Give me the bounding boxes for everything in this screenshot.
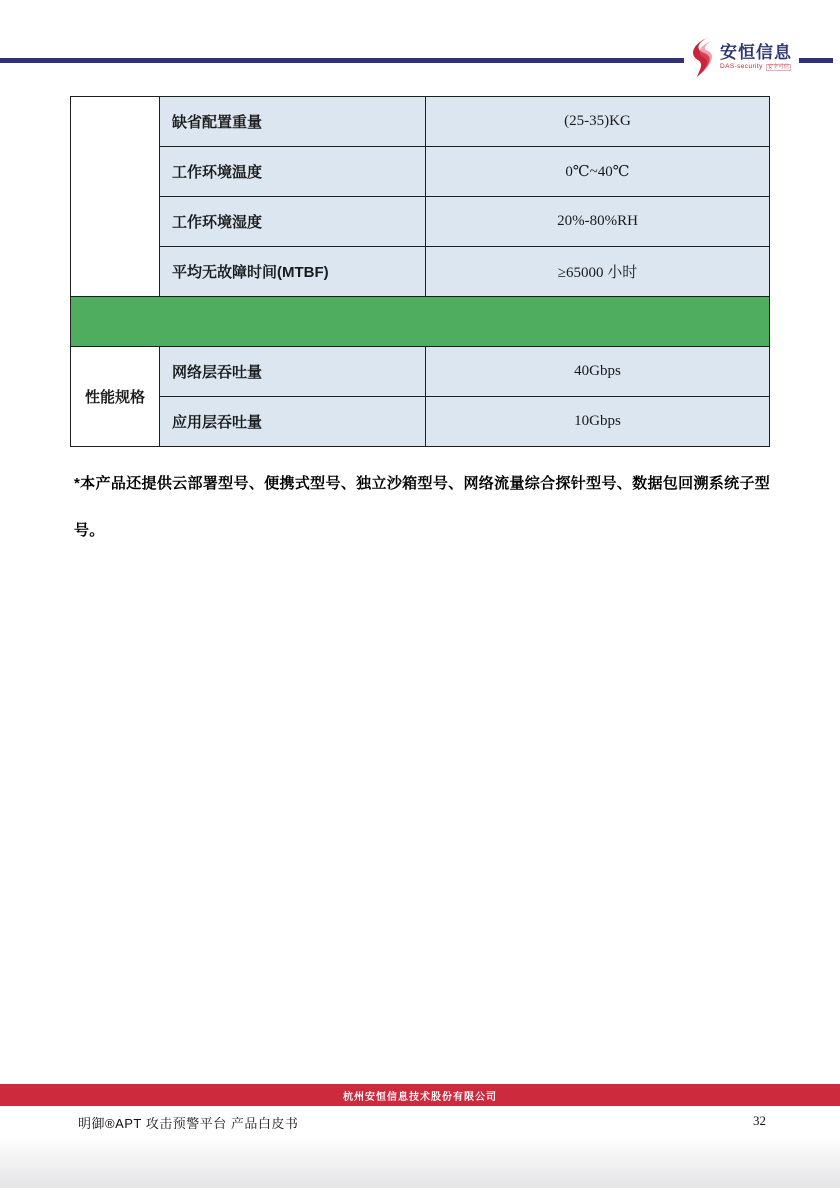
table-row xyxy=(71,397,770,447)
spec-label: 平均无故障时间(MTBF) xyxy=(160,247,426,297)
company-logo xyxy=(688,36,792,80)
spec-table xyxy=(70,96,770,447)
product-footnote: *本产品还提供云部署型号、便携式型号、独立沙箱型号、网络流量综合探针型号、数据包回溯系统子型号。 xyxy=(74,475,770,539)
table-row xyxy=(71,197,770,247)
spec-label: 缺省配置重量 xyxy=(160,97,426,147)
spec-value: 10Gbps xyxy=(426,397,770,447)
table-rowgroup-empty xyxy=(71,97,160,297)
spec-label: 应用层吞吐量 xyxy=(160,397,426,447)
footer-doc-title: 明御®APT 攻击预警平台 产品白皮书 xyxy=(78,1116,299,1131)
logo-s-icon xyxy=(688,36,718,80)
spec-value: 40Gbps xyxy=(426,347,770,397)
logo-subbrand-text: DAS-security xyxy=(720,63,763,71)
table-rowgroup-header: 性能规格 xyxy=(71,347,160,447)
table-row xyxy=(71,97,770,147)
spec-label: 网络层吞吐量 xyxy=(160,347,426,397)
footer-company-bar: 杭州安恒信息技术股份有限公司 xyxy=(0,1084,840,1106)
spec-value: (25-35)KG xyxy=(426,97,770,147)
table-row xyxy=(71,147,770,197)
spec-label: 工作环境温度 xyxy=(160,147,426,197)
bottom-fade xyxy=(0,1136,840,1188)
table-section-divider xyxy=(71,297,770,347)
footer-page-number: 32 xyxy=(753,1113,766,1128)
header-rule-left xyxy=(0,58,684,63)
table-row xyxy=(71,347,770,397)
logo-tagline-text: 安全可信 xyxy=(767,64,790,70)
table-row xyxy=(71,247,770,297)
header-rule-right xyxy=(799,58,833,63)
logo-brand-text: 安恒信息 xyxy=(720,43,792,62)
spec-label: 工作环境湿度 xyxy=(160,197,426,247)
spec-value: 0℃~40℃ xyxy=(426,147,770,197)
spec-value: 20%-80%RH xyxy=(426,197,770,247)
spec-value: ≥65000 小时 xyxy=(426,247,770,297)
green-divider-cell xyxy=(71,297,770,347)
